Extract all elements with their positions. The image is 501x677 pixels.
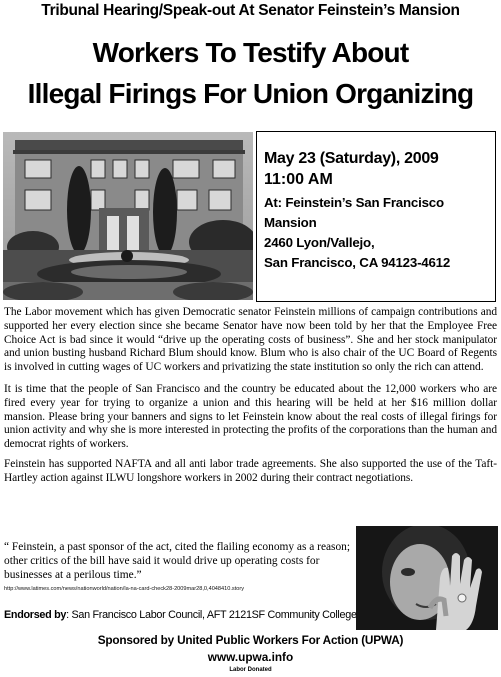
feinstein-portrait-photo bbox=[356, 526, 498, 630]
body-paragraph-2: It is time that the people of San Francisco and the country be educated about the 12,000 workers who are fired every year for trying to organize a union and this hearing will be held at her $16 million dollar mansion. Please bring your banners and signs to let Feinstein know about the real costs of illegal firings for union activity and why she is more interested in protecting the profits of the corporations than the human and democrat rights of workers. bbox=[4, 383, 497, 451]
event-details-box bbox=[256, 131, 496, 302]
endorsement-text: : San Francisco Labor Council, AFT 2121SF Community College bbox=[66, 609, 357, 621]
headline-line-1: Workers To Testify About bbox=[92, 37, 409, 68]
event-location-line-1: At: Feinstein’s San Francisco bbox=[264, 195, 444, 210]
event-address-line-2: San Francisco, CA 94123-4612 bbox=[264, 255, 451, 270]
event-time: 11:00 AM bbox=[264, 171, 333, 188]
endorsement-line bbox=[4, 609, 364, 621]
sponsor-line: Sponsored by United Public Workers For Action (UPWA) bbox=[97, 633, 404, 647]
endorsement-label: Endorsed by bbox=[4, 609, 67, 621]
labor-donated-note: Labor Donated bbox=[229, 667, 272, 673]
source-url[interactable]: http://www.latimes.com/news/nationworld/nation/la-na-card-check28-2009mar28,0,4048410.story bbox=[4, 586, 245, 593]
quote-text: “ Feinstein, a past sponsor of the act, cited the flailing economy as a reason; other critics of the bill have said it would drive up operating costs for businesses at a perilous time.” bbox=[4, 541, 351, 581]
event-date: May 23 (Saturday), 2009 bbox=[264, 150, 439, 167]
website-link[interactable]: www.upwa.info bbox=[207, 650, 294, 664]
mansion-photo bbox=[3, 132, 253, 300]
body-paragraph-3: Feinstein has supported NAFTA and all anti labor trade agreements. She also supported the use of the Taft-Hartley action against ILWU longshore workers in 2002 during their contract negotiations. bbox=[4, 458, 497, 484]
event-location-line-2: Mansion bbox=[264, 215, 317, 230]
event-address-line-1: 2460 Lyon/Vallejo, bbox=[264, 235, 375, 250]
flyer-kicker: Tribunal Hearing/Speak-out At Senator Feinstein’s Mansion bbox=[41, 2, 460, 19]
headline-line-2: Illegal Firings For Union Organizing bbox=[27, 78, 474, 109]
quote-block bbox=[4, 541, 354, 593]
body-paragraph-1: The Labor movement which has given Democratic senator Feinstein millions of campaign contributions and supported her every election since she became Senator have now been told by her that the Employee Free Choice Act is bad since it would “drive up the operating costs of business”. She and her stock manipulator and union busting husband Richard Blum should know. Blum who is also chair of the UC Board of Regents is involved in cutting wages of UC workers and privatizing the state institution so only the rich can attend. bbox=[4, 306, 497, 374]
